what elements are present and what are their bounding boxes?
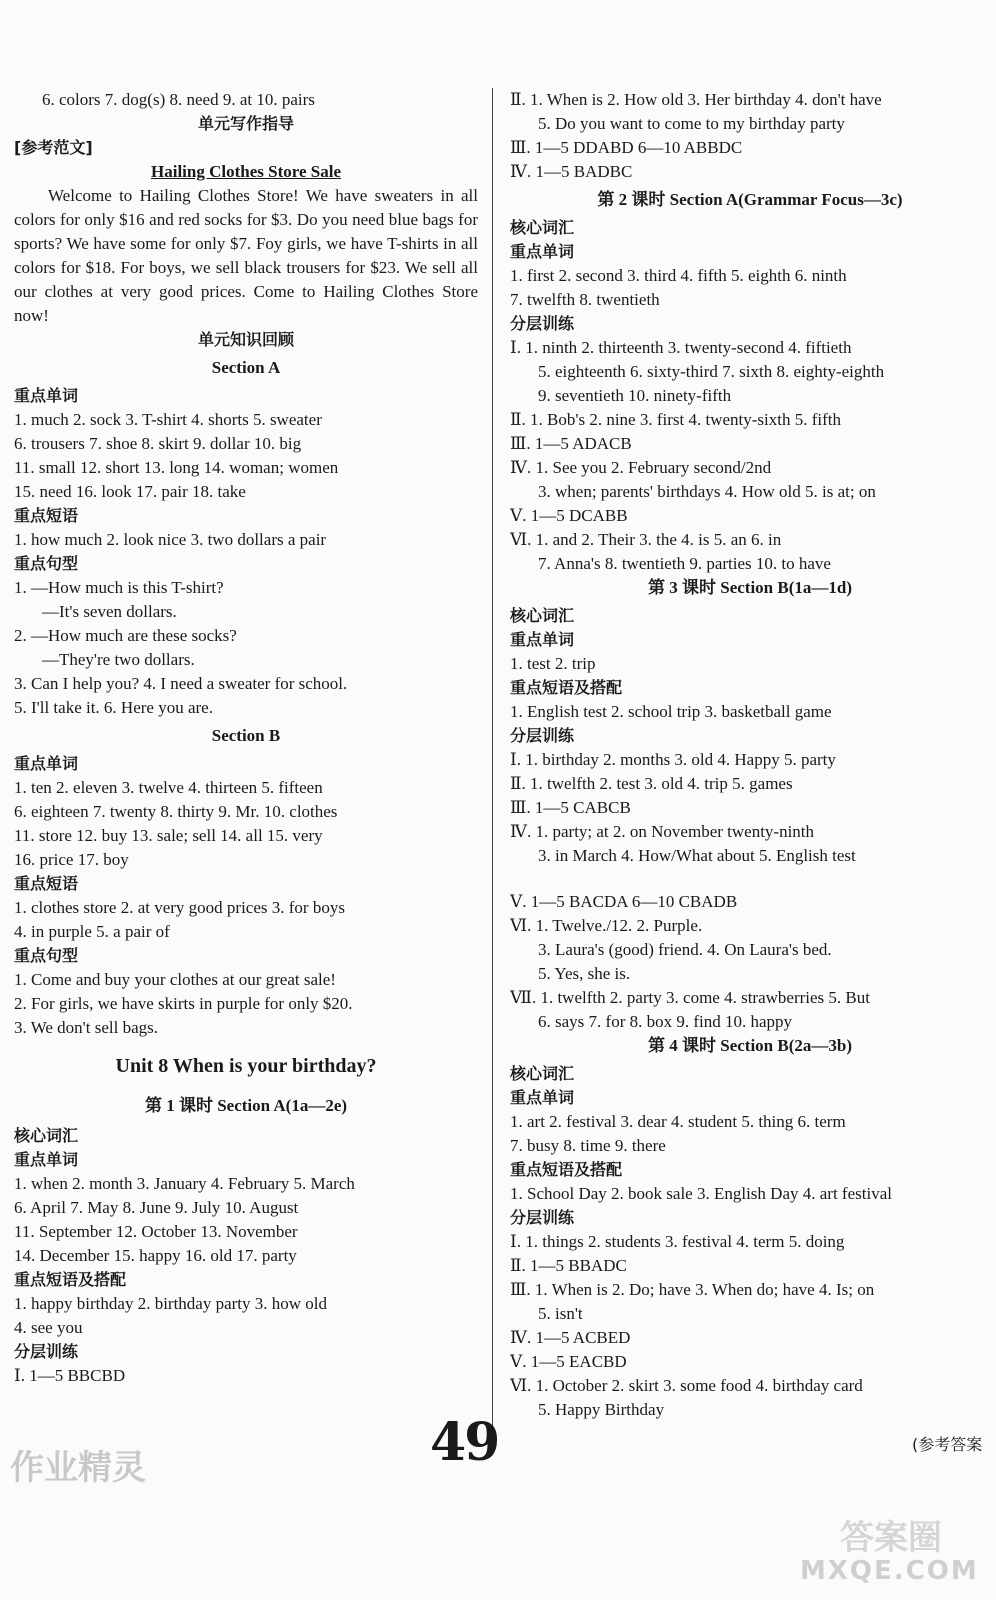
- answer-line: 1. English test 2. school trip 3. basketball game: [510, 702, 832, 721]
- answer-line: Ⅴ. 1—5 EACBD: [510, 1352, 627, 1371]
- answer-line: 7. busy 8. time 9. there: [510, 1136, 666, 1155]
- answer-line: 5. Yes, she is.: [538, 964, 631, 983]
- answer-line: Ⅰ. 1—5 BBCBD: [14, 1366, 126, 1385]
- answer-line: 1. much 2. sock 3. T-shirt 4. shorts 5. sweater: [14, 410, 322, 429]
- practice-label: 分层训练: [510, 726, 575, 745]
- key-sentences-label: 重点句型: [14, 554, 79, 573]
- answer-line: Ⅵ. 1. and 2. Their 3. the 4. is 5. an 6. in: [510, 530, 782, 549]
- answer-line: 1. happy birthday 2. birthday party 3. how old: [14, 1294, 328, 1313]
- lesson-2-title: 第 2 课时 Section A(Grammar Focus—3c): [597, 190, 903, 209]
- answer-line: —They're two dollars.: [42, 650, 195, 669]
- answer-line: Ⅰ. 1. things 2. students 3. festival 4. term 5. doing: [510, 1232, 845, 1251]
- answer-line: Ⅲ. 1—5 CABCB: [510, 798, 631, 817]
- key-words-label: 重点单词: [14, 1150, 79, 1169]
- watermark-logo: 作业精灵: [10, 1448, 146, 1488]
- essay-body: Welcome to Hailing Clothes Store! We have sweaters in all colors for only $16 and red socks for $3. Do you need blue bags for sports? We have some for only $7. Foy girls, we have T-shirts in all colors for $18. For boys, we sell black trousers for $23. We sell all our clothes at very good prices. Come to Hailing Clothes Store now!: [14, 186, 478, 325]
- answer-line: 6. trousers 7. shoe 8. skirt 9. dollar 10. big: [14, 434, 302, 453]
- answer-line: 2. —How much are these socks?: [14, 626, 237, 645]
- review-heading: 单元知识回顾: [197, 330, 294, 349]
- lesson-4-title: 第 4 课时 Section B(2a—3b): [648, 1036, 852, 1055]
- answer-line: 5. eighteenth 6. sixty-third 7. sixth 8. eighty-eighth: [538, 362, 885, 381]
- answer-line: 3. when; parents' birthdays 4. How old 5. is at; on: [538, 482, 876, 501]
- answer-line: 1. art 2. festival 3. dear 4. student 5. thing 6. term: [510, 1112, 846, 1131]
- key-words-label: 重点单词: [510, 630, 575, 649]
- key-words-label: 重点单词: [510, 242, 575, 261]
- sample-essay-label: [参考范文]: [14, 138, 93, 157]
- core-vocab-label: 核心词汇: [14, 1126, 79, 1145]
- answer-line: 1. ten 2. eleven 3. twelve 4. thirteen 5. fifteen: [14, 778, 323, 797]
- watermark-logo: 答案圈: [840, 1518, 942, 1558]
- answer-line: 7. Anna's 8. twentieth 9. parties 10. to have: [538, 554, 831, 573]
- key-phrases-label: 重点短语及搭配: [510, 1160, 623, 1179]
- answer-line: Ⅲ. 1. When is 2. Do; have 3. When do; have 4. Is; on: [510, 1280, 875, 1299]
- answer-line: Ⅶ. 1. twelfth 2. party 3. come 4. strawberries 5. But: [510, 988, 870, 1007]
- answer-line: Ⅴ. 1—5 DCABB: [510, 506, 628, 525]
- answer-line: Ⅲ. 1—5 ADACB: [510, 434, 632, 453]
- core-vocab-label: 核心词汇: [510, 606, 575, 625]
- lesson-1-title: 第 1 课时 Section A(1a—2e): [144, 1096, 348, 1115]
- key-phrases-label: 重点短语: [14, 874, 79, 893]
- answer-line: Ⅴ. 1—5 BACDA 6—10 CBADB: [510, 892, 738, 911]
- core-vocab-label: 核心词汇: [510, 1064, 575, 1083]
- answer-line: Ⅳ. 1. party; at 2. on November twenty-ninth: [510, 822, 815, 841]
- left-column: [14, 88, 478, 1388]
- answer-line: Ⅱ. 1. twelfth 2. test 3. old 4. trip 5. games: [510, 774, 793, 793]
- answer-line: 2. For girls, we have skirts in purple for only $20.: [14, 994, 353, 1013]
- answer-line: 3. Can I help you? 4. I need a sweater for school.: [14, 674, 348, 693]
- answer-line: Ⅳ. 1—5 BADBC: [510, 162, 633, 181]
- answer-line: 9. seventieth 10. ninety-fifth: [538, 386, 732, 405]
- right-column: [510, 88, 990, 1422]
- answer-line: Ⅳ. 1—5 ACBED: [510, 1328, 631, 1347]
- key-phrases-label: 重点短语及搭配: [14, 1270, 127, 1289]
- key-phrases-label: 重点短语及搭配: [510, 678, 623, 697]
- answer-line: 1. first 2. second 3. third 4. fifth 5. eighth 6. ninth: [510, 266, 847, 285]
- answer-line: 5. Happy Birthday: [538, 1400, 665, 1419]
- answer-line: 3. in March 4. How/What about 5. English test: [538, 846, 856, 865]
- answer-line: Ⅲ. 1—5 DDABD 6—10 ABBDC: [510, 138, 743, 157]
- answer-line: 1. School Day 2. book sale 3. English Day 4. art festival: [510, 1184, 892, 1203]
- answer-line: 15. need 16. look 17. pair 18. take: [14, 482, 246, 501]
- key-phrases-label: 重点短语: [14, 506, 79, 525]
- answer-line: 6. says 7. for 8. box 9. find 10. happy: [538, 1012, 793, 1031]
- answer-line: Ⅰ. 1. ninth 2. thirteenth 3. twenty-second 4. fiftieth: [510, 338, 852, 357]
- spacer: [510, 868, 990, 890]
- answer-line: Ⅵ. 1. Twelve./12. 2. Purple.: [510, 916, 703, 935]
- answer-line: 5. Do you want to come to my birthday party: [538, 114, 845, 133]
- answer-line: 6. eighteen 7. twenty 8. thirty 9. Mr. 10. clothes: [14, 802, 338, 821]
- practice-label: 分层训练: [510, 1208, 575, 1227]
- practice-label: 分层训练: [510, 314, 575, 333]
- page-number: 49: [430, 1412, 499, 1473]
- answer-line: 1. —How much is this T-shirt?: [14, 578, 224, 597]
- answer-key-note: (参考答案: [912, 1435, 983, 1454]
- answer-line: —It's seven dollars.: [42, 602, 177, 621]
- answer-line: 6. April 7. May 8. June 9. July 10. August: [14, 1198, 299, 1217]
- answer-line: Ⅱ. 1. Bob's 2. nine 3. first 4. twenty-sixth 5. fifth: [510, 410, 841, 429]
- writing-guide-heading: 单元写作指导: [197, 114, 294, 133]
- answer-line: Ⅵ. 1. October 2. skirt 3. some food 4. birthday card: [510, 1376, 863, 1395]
- lesson-3-title: 第 3 课时 Section B(1a—1d): [648, 578, 852, 597]
- unit-title: Unit 8 When is your birthday?: [115, 1055, 377, 1077]
- key-words-label: 重点单词: [14, 386, 79, 405]
- answer-line: 5. isn't: [538, 1304, 583, 1323]
- key-words-label: 重点单词: [510, 1088, 575, 1107]
- answer-line: 4. see you: [14, 1318, 83, 1337]
- answer-line: 11. store 12. buy 13. sale; sell 14. all 15. very: [14, 826, 323, 845]
- section-b-heading: Section B: [211, 726, 281, 745]
- answer-line: 3. Laura's (good) friend. 4. On Laura's bed.: [538, 940, 832, 959]
- answer-line: 11. small 12. short 13. long 14. woman; women: [14, 458, 339, 477]
- answer-line: 1. Come and buy your clothes at our great sale!: [14, 970, 336, 989]
- answer-line: 7. twelfth 8. twentieth: [510, 290, 660, 309]
- answer-line: 6. colors 7. dog(s) 8. need 9. at 10. pairs: [42, 90, 315, 109]
- answer-line: Ⅰ. 1. birthday 2. months 3. old 4. Happy 5. party: [510, 750, 836, 769]
- answer-line: Ⅱ. 1—5 BBADC: [510, 1256, 627, 1275]
- key-sentences-label: 重点句型: [14, 946, 79, 965]
- practice-label: 分层训练: [14, 1342, 79, 1361]
- answer-line: Ⅳ. 1. See you 2. February second/2nd: [510, 458, 772, 477]
- answer-line: Ⅱ. 1. When is 2. How old 3. Her birthday 4. don't have: [510, 90, 882, 109]
- answer-line: 16. price 17. boy: [14, 850, 129, 869]
- answer-line: 14. December 15. happy 16. old 17. party: [14, 1246, 297, 1265]
- answer-line: 3. We don't sell bags.: [14, 1018, 158, 1037]
- column-divider: [492, 88, 493, 1443]
- answer-line: 1. test 2. trip: [510, 654, 596, 673]
- essay-title: Hailing Clothes Store Sale: [151, 162, 341, 181]
- answer-line: 1. how much 2. look nice 3. two dollars a pair: [14, 530, 327, 549]
- answer-line: 1. clothes store 2. at very good prices 3. for boys: [14, 898, 345, 917]
- watermark-url: MXQE.COM: [800, 1556, 979, 1586]
- key-words-label: 重点单词: [14, 754, 79, 773]
- section-a-heading: Section A: [211, 358, 281, 377]
- answer-line: 5. I'll take it. 6. Here you are.: [14, 698, 213, 717]
- answer-line: 4. in purple 5. a pair of: [14, 922, 170, 941]
- core-vocab-label: 核心词汇: [510, 218, 575, 237]
- answer-line: 11. September 12. October 13. November: [14, 1222, 298, 1241]
- answer-line: 1. when 2. month 3. January 4. February 5. March: [14, 1174, 355, 1193]
